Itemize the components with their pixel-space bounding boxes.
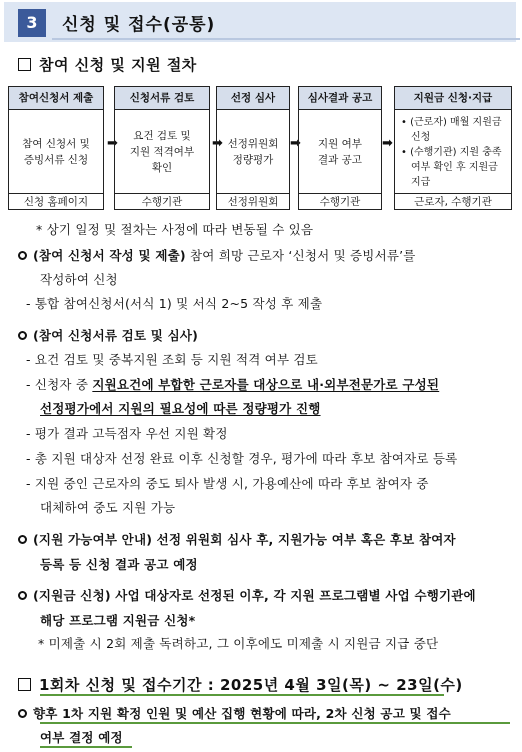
flow-step-body: 요건 검토 및 지원 적격여부 확인 <box>129 129 195 174</box>
item-text: 등록 등 신청 결과 공고 예정 <box>40 557 198 572</box>
flow-step-2 <box>114 86 210 210</box>
section-number: 3 <box>18 9 46 37</box>
flow-step-body: 참여 신청서 및 증빙서류 신청 <box>22 137 90 166</box>
flow-step-1 <box>8 86 104 210</box>
flow-step-body: 선정위원회 정량평가 <box>227 137 279 166</box>
checkbox-square-icon <box>18 58 31 71</box>
green-underline <box>40 746 132 748</box>
dash-item-cont <box>40 399 321 417</box>
subsection-title-procedure <box>18 54 197 75</box>
item-text: (지원 가능여부 안내) 선정 위원회 심사 후, 지원가능 여부 혹은 후보 참여자 <box>33 532 456 547</box>
dash-item-emphasis: 선정평가에서 지원의 필요성에 따른 정량평가 진행 <box>40 401 321 416</box>
flow-step-item: • (근로자) 매월 지원금 신청 <box>401 117 502 143</box>
item-text-cont <box>40 728 123 746</box>
flow-step-head: 지원금 신청·지급 <box>395 87 511 110</box>
flow-step-3 <box>216 86 290 210</box>
item-text: (지원금 신청) 사업 대상자로 선정된 이후, 각 지원 프로그램별 사업 수행기관에 <box>33 588 476 603</box>
arrow-right-icon: ➡ <box>382 136 393 151</box>
arrow-right-icon: ➡ <box>107 136 118 151</box>
flow-step-body <box>395 110 511 193</box>
item-text: 참여 희망 근로자 ‘신청서 및 증빙서류’를 <box>185 248 416 263</box>
item-application-submit <box>18 246 416 264</box>
dash-item-cont: 대체하여 중도 지원 가능 <box>40 500 176 515</box>
green-underline <box>40 722 510 724</box>
arrow-right-icon: ➡ <box>290 136 301 151</box>
dash-item <box>26 375 439 393</box>
dash-item: - 지원 중인 근로자의 중도 퇴사 발생 시, 가용예산에 따라 후보 참여자 중 <box>26 476 429 491</box>
item-label: (참여 신청서류 검토 및 심사) <box>33 328 199 343</box>
item-label: (참여 신청서 작성 및 제출) <box>33 248 186 263</box>
flow-step-body: 지원 여부 결과 공고 <box>318 137 362 166</box>
circle-bullet-icon <box>18 709 27 718</box>
submission-note: * 미제출 시 2회 제출 독려하고, 그 이후에도 미제출 시 지원금 지급 중단 <box>38 636 439 651</box>
circle-bullet-icon <box>18 251 27 260</box>
section-title: 신청 및 접수(공통) <box>62 15 216 35</box>
dash-item-lead: - 신청자 중 <box>26 377 93 392</box>
flow-step-foot: 수행기관 <box>299 193 381 211</box>
flow-step-head: 심사결과 공고 <box>299 87 381 110</box>
dash-item: - 요건 검토 및 중복지원 조회 등 지원 적격 여부 검토 <box>26 352 318 367</box>
subsection-title-text: 1회차 신청 및 접수기간 : 2025년 4월 3일(목) ~ 23일(수) <box>39 676 463 694</box>
dash-item: - 평가 결과 고득점자 우선 지원 확정 <box>26 426 228 441</box>
circle-bullet-icon <box>18 591 27 600</box>
flow-step-head: 참여신청서 제출 <box>9 87 103 110</box>
flow-step-foot: 선정위원회 <box>217 193 289 211</box>
item-text-cont <box>40 555 198 573</box>
item-subsidy-apply <box>18 586 476 604</box>
item-text: 향후 1차 지원 확정 인원 및 예산 집행 현황에 따라, 2차 신청 공고 및 접수 <box>33 706 451 721</box>
item-text-cont <box>40 611 195 629</box>
subsection-title-period <box>18 674 463 695</box>
schedule-note: * 상기 일정 및 절차는 사정에 따라 변동될 수 있음 <box>36 222 314 237</box>
checkbox-square-icon <box>18 678 31 691</box>
item-review <box>18 326 198 344</box>
flow-step-head: 선정 심사 <box>217 87 289 110</box>
flow-step-item: • (수행기관) 지원 충족 여부 확인 후 지원금 지급 <box>401 147 502 188</box>
arrow-right-icon: ➡ <box>212 136 223 151</box>
flow-step-foot: 근로자, 수행기관 <box>395 193 511 211</box>
dash-item: - 총 지원 대상자 선정 완료 이후 신청할 경우, 평가에 따라 후보 참여자로 등록 <box>26 451 458 466</box>
item-text-cont: 작성하여 신청 <box>40 272 118 287</box>
flow-step-4 <box>298 86 382 210</box>
item-result-notice <box>18 530 456 548</box>
item-text: 여부 결정 예정 <box>40 730 123 745</box>
section-header <box>4 2 516 42</box>
flow-step-foot: 신청 홈페이지 <box>9 193 103 211</box>
flow-step-foot: 수행기관 <box>115 193 209 211</box>
circle-bullet-icon <box>18 331 27 340</box>
dash-item: - 통합 참여신청서(서식 1) 및 서식 2~5 작성 후 제출 <box>26 296 323 311</box>
item-text: 해당 프로그램 지원금 신청* <box>40 613 196 628</box>
flow-step-head: 신청서류 검토 <box>115 87 209 110</box>
item-second-round <box>18 704 451 722</box>
dash-item-emphasis: 지원요건에 부합한 근로자를 대상으로 내·외부전문가로 구성된 <box>92 377 440 392</box>
flow-step-5 <box>394 86 512 210</box>
green-underline <box>40 694 444 696</box>
subsection-title-text: 참여 신청 및 지원 절차 <box>39 56 197 74</box>
circle-bullet-icon <box>18 535 27 544</box>
header-divider <box>52 38 520 40</box>
